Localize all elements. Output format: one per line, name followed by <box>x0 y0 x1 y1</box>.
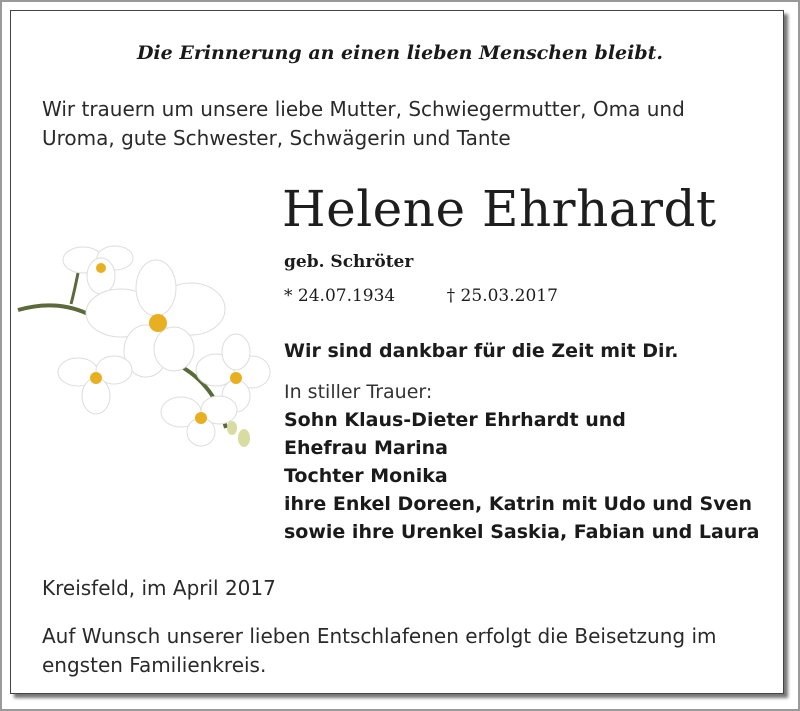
orchid-flower-icon <box>16 238 276 463</box>
thanks-line: Wir sind dankbar für die Zeit mit Dir. <box>284 340 679 362</box>
deceased-name: Helene Ehrhardt <box>282 180 717 238</box>
birth-date: * 24.07.1934 <box>284 286 396 306</box>
note-line-2: engsten Familienkreis. <box>42 653 267 677</box>
mourner-line: ihre Enkel Doreen, Katrin mit Udo und Sven <box>284 493 752 515</box>
life-dates <box>284 286 558 306</box>
intro-line-1: Wir trauern um unsere liebe Mutter, Schwiegermutter, Oma und <box>42 97 685 121</box>
intro-line-2: Uroma, gute Schwester, Schwägerin und Tante <box>42 126 511 150</box>
mourner-line: Tochter Monika <box>284 465 448 487</box>
place-date: Kreisfeld, im April 2017 <box>42 576 276 600</box>
death-date: † 25.03.2017 <box>446 286 558 306</box>
burial-note <box>42 622 772 680</box>
mourner-line: Sohn Klaus-Dieter Ehrhardt und <box>284 409 626 431</box>
mourners-block <box>284 378 759 546</box>
note-line-1: Auf Wunsch unserer lieben Entschlafenen erfolgt die Beisetzung im <box>42 624 717 648</box>
mourners-lead: In stiller Trauer: <box>284 381 433 403</box>
intro-text <box>42 95 772 153</box>
motto: Die Erinnerung an einen lieben Menschen bleibt. <box>136 42 664 64</box>
birth-name: geb. Schröter <box>284 252 414 272</box>
mourner-line: sowie ihre Urenkel Saskia, Fabian und Laura <box>284 521 760 543</box>
mourner-line: Ehefrau Marina <box>284 437 448 459</box>
